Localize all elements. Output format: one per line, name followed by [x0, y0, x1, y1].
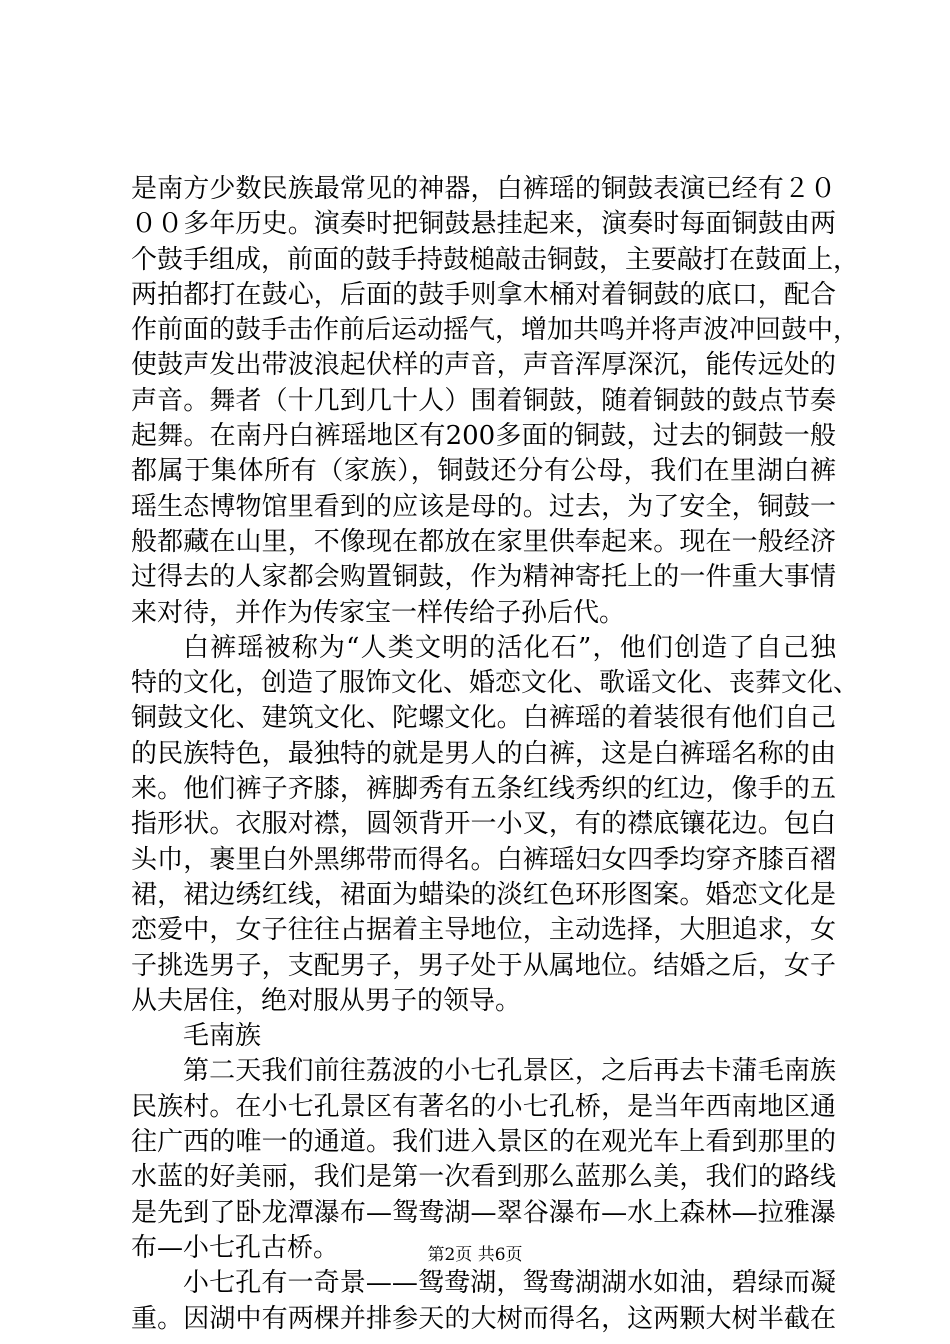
text-line: 作前面的鼓手击作前后运动摇气，增加共鸣并将声波冲回鼓中，: [131, 315, 860, 346]
text-line: ００多年历史。演奏时把铜鼓悬挂起来，演奏时每面铜鼓由两: [131, 209, 836, 240]
text-line: 过得去的人家都会购置铜鼓，作为精神寄托上的一件重大事情: [131, 562, 836, 593]
text-line: 裙，裙边绣红线，裙面为蜡染的淡红色环形图案。婚恋文化是: [131, 879, 836, 910]
text-line: 重。因湖中有两棵并排参天的大树而得名，这两颗大树半截在: [131, 1303, 836, 1334]
paragraph-first-line: 白裤瑶被称为“人类文明的活化石”，他们创造了自己独: [183, 632, 836, 663]
text-line: 起舞。在南丹白裤瑶地区有200多面的铜鼓，过去的铜鼓一般: [131, 421, 836, 452]
text-line: 特的文化，创造了服饰文化、婚恋文化、歌谣文化、丧葬文化、: [131, 668, 860, 699]
text-line: 是先到了卧龙潭瀑布—鸳鸯湖—翠谷瀑布—水上森林—拉雅瀑: [131, 1197, 836, 1228]
text-line: 布—小七孔古桥。: [131, 1232, 340, 1263]
text-line: 声音。舞者（十几到几十人）围着铜鼓，随着铜鼓的鼓点节奏: [131, 385, 836, 416]
text-line: 铜鼓文化、建筑文化、陀螺文化。白裤瑶的着装很有他们自己: [131, 703, 836, 734]
paragraph-first-line: 第二天我们前往荔波的小七孔景区，之后再去卡蒲毛南族: [183, 1056, 836, 1087]
text-line: 头巾，裹里白外黑绑带而得名。白裤瑶妇女四季均穿齐膝百褶: [131, 844, 836, 875]
paragraph-first-line: 小七孔有一奇景——鸳鸯湖，鸳鸯湖湖水如油，碧绿而凝: [183, 1268, 836, 1299]
text-line: 来对待，并作为传家宝一样传给子孙后代。: [131, 597, 626, 628]
text-line: 使鼓声发出带波浪起伏样的声音，声音浑厚深沉，能传远处的: [131, 350, 836, 381]
text-line: 的民族特色，最独特的就是男人的白裤，这是白裤瑶名称的由: [131, 738, 836, 769]
text-line: 水蓝的好美丽，我们是第一次看到那么蓝那么美，我们的路线: [131, 1162, 836, 1193]
text-line: 恋爱中，女子往往占据着主导地位，主动选择，大胆追求，女: [131, 915, 836, 946]
text-line: 指形状。衣服对襟，圆领背开一小叉，有的襟底镶花边。包白: [131, 809, 836, 840]
text-line: 是南方少数民族最常见的神器，白裤瑶的铜鼓表演已经有２０: [131, 174, 836, 204]
text-line: 从夫居住，绝对服从男子的领导。: [131, 985, 522, 1016]
text-line: 个鼓手组成，前面的鼓手持鼓槌敲击铜鼓，主要敲打在鼓面上，: [131, 244, 860, 275]
text-line: 民族村。在小七孔景区有著名的小七孔桥，是当年西南地区通: [131, 1091, 836, 1122]
text-line: 般都藏在山里，不像现在都放在家里供奉起来。现在一般经济: [131, 526, 836, 557]
text-line: 往广西的唯一的通道。我们进入景区的在观光车上看到那里的: [131, 1127, 836, 1158]
section-heading: 毛南族: [183, 1021, 262, 1052]
document-body: [131, 172, 860, 1337]
text-line: 子挑选男子，支配男子，男子处于从属地位。结婚之后，女子: [131, 950, 836, 981]
text-line: 瑶生态博物馆里看到的应该是母的。过去，为了安全，铜鼓一: [131, 491, 836, 522]
text-line: 来。他们裤子齐膝，裤脚秀有五条红线秀织的红边，像手的五: [131, 774, 836, 805]
page-footer: 第2页 共6页: [427, 1245, 523, 1265]
text-line: 都属于集体所有（家族），铜鼓还分有公母，我们在里湖白裤: [131, 456, 836, 487]
text-line: 两拍都打在鼓心，后面的鼓手则拿木桶对着铜鼓的底口，配合: [131, 279, 836, 310]
